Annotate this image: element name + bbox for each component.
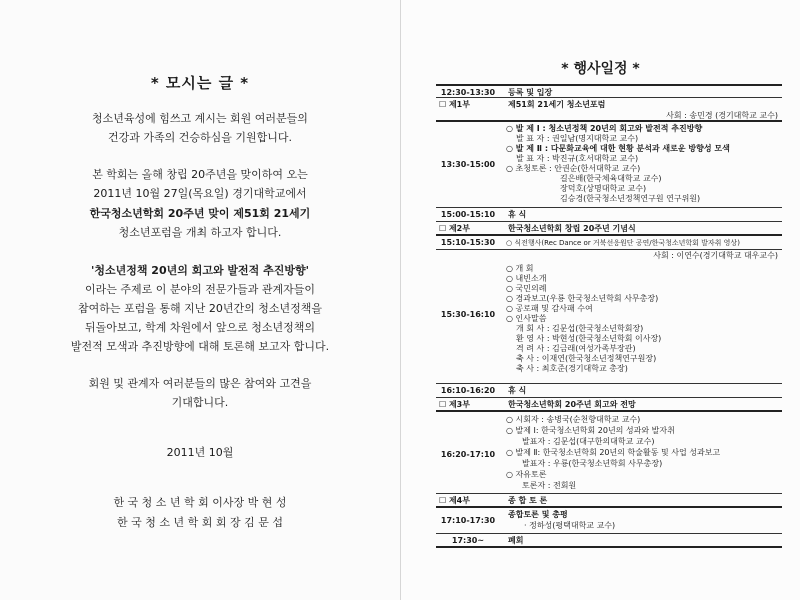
invitation-line: 한국청소년학회 20주년 맞이 제51회 21세기	[89, 207, 311, 220]
invitation-theme: '청소년정책 20년의 회고와 발전적 추진방향'	[90, 264, 309, 277]
schedule-part-row	[436, 398, 782, 412]
row-text: 김승경(한국청소년정책연구원 연구위원)	[560, 194, 701, 203]
invitation-line: 기대합니다.	[171, 396, 229, 409]
schedule-row	[436, 412, 782, 494]
row-text: 발표자 : 김문섭(대구한의대학교 교수)	[522, 437, 655, 446]
row-text: 등록 및 입장	[508, 88, 553, 97]
row-time: 13:30-15:00	[440, 160, 496, 169]
invitation-line: 청소년포럼을 개최 하고자 합니다.	[118, 226, 282, 239]
row-time: 15:30-16:10	[440, 310, 496, 319]
row-text: ○ 자유토론	[506, 470, 547, 479]
row-time: 16:10-16:20	[440, 386, 496, 395]
schedule-row	[436, 84, 782, 98]
part-title: 종 합 토 론	[508, 496, 548, 505]
row-text: ○ 발제 Ⅱ: 한국청소년학회 20년의 학술활동 및 사업 성과보고	[506, 448, 721, 457]
row-text: 사회 : 이연수(경기대학교 대우교수)	[653, 251, 778, 260]
row-time: 17:30~	[451, 536, 485, 545]
part-title: 제51회 21세기 청소년포럼	[508, 100, 606, 109]
row-text: ○ 개 회	[506, 264, 534, 273]
row-text: ○ 인사말씀	[506, 314, 547, 323]
schedule-row	[436, 250, 782, 384]
part-label: ☐ 제4부	[439, 496, 470, 505]
row-text: 환 영 사 : 박현성(한국청소년학회 이사장)	[516, 334, 662, 343]
row-time: 16:20-17:10	[440, 450, 496, 459]
schedule-part-row	[436, 98, 782, 122]
row-text: 발 표 자 : 권일남(명지대학교 교수)	[516, 134, 639, 143]
schedule-row	[436, 208, 782, 222]
row-text: 토론자 : 전회원	[522, 481, 577, 490]
schedule-part-row	[436, 494, 782, 508]
row-text: 장덕호(상명대학교 교수)	[560, 184, 647, 193]
row-text: · 정하성(평택대학교 교수)	[524, 521, 616, 530]
row-text: ○ 식전행사(Rec Dance or 거북선응원단 공연/한국청소년학회 발자취 영상)	[506, 239, 740, 247]
invitation-line: 참여하는 포럼을 통해 지난 20년간의 청소년정책을	[78, 302, 322, 315]
row-text: ○ 발 제 Ⅱ : 다문화교육에 대한 현황 분석과 새로운 방향성 모색	[506, 144, 730, 153]
invitation-line: 회원 및 관계자 여러분들의 많은 참여와 고견을	[88, 377, 312, 390]
row-text: 길은배(한국체육대학교 교수)	[560, 174, 662, 183]
row-text: 폐회	[508, 536, 524, 545]
part-title: 한국청소년학회 창립 20주년 기념식	[508, 224, 636, 233]
row-time: 17:10-17:30	[440, 516, 496, 525]
signature-chairman: 한 국 청 소 년 학 회 이사장 박 현 성	[113, 496, 287, 509]
row-text: 휴 식	[508, 386, 527, 395]
row-text: ○ 시회자 : 송병국(순천향대학교 교수)	[506, 415, 641, 424]
row-text: 사회 : 송민경 (경기대학교 교수)	[666, 111, 778, 120]
part-label: ☐ 제3부	[439, 400, 470, 409]
row-text: 축 사 : 최호준(경기대학교 총장)	[516, 364, 628, 373]
invitation-title: * 모시는 글 *	[150, 74, 250, 92]
part-label: ☐ 제1부	[439, 100, 470, 109]
signature-president: 한 국 청 소 년 학 회 회 장 김 문 섭	[117, 516, 283, 529]
row-text: ○ 공로패 및 감사패 수여	[506, 304, 593, 313]
row-text: ○ 초청토론 : 안권순(한서대학교 교수)	[506, 164, 641, 173]
schedule-row	[436, 122, 782, 208]
part-title: 한국청소년학회 20주년 회고와 전망	[508, 400, 636, 409]
row-text: 개 회 사 : 김문섭(한국청소년학회장)	[516, 324, 644, 333]
invitation-line: 이라는 주제로 이 분야의 전문가들과 관계자들이	[84, 283, 315, 296]
row-time: 15:00-15:10	[440, 210, 496, 219]
invitation-date: 2011년 10월	[166, 446, 234, 459]
invitation-line: 본 학회는 올해 창립 20주년을 맞이하여 오는	[92, 168, 308, 181]
invitation-line: 뒤돌아보고, 학계 차원에서 앞으로 청소년정책의	[84, 321, 315, 334]
invitation-line: 발전적 모색과 추진방향에 대해 토론해 보고자 합니다.	[70, 340, 330, 353]
row-text: 휴 식	[508, 210, 527, 219]
row-text: ○ 내빈소개	[506, 274, 547, 283]
schedule-row	[436, 508, 782, 534]
row-text: ○ 발제 Ⅰ: 한국청소년학회 20년의 성과와 발자취	[506, 426, 675, 435]
schedule-table	[436, 84, 782, 548]
row-text: 격 려 사 : 김금래(여성가족부장관)	[516, 344, 636, 353]
schedule-row	[436, 236, 782, 250]
row-text: 발표자 : 우룡(한국청소년학회 사무총장)	[522, 459, 663, 468]
row-text: 발 표 자 : 박진규(호서대학교 교수)	[516, 154, 639, 163]
invitation-line: 청소년육성에 힘쓰고 계시는 회원 여러분들의	[92, 112, 308, 125]
invitation-line: 2011년 10월 27일(목요일) 경기대학교에서	[93, 187, 307, 200]
invitation-line: 건강과 가족의 건승하심을 기원합니다.	[107, 131, 292, 144]
part-label: ☐ 제2부	[439, 224, 470, 233]
right-page	[401, 0, 800, 600]
row-text: ○ 발 제 Ⅰ : 청소년정책 20년의 회고와 발전적 추진방향	[506, 124, 703, 133]
row-text: 종합토론 및 총평	[508, 510, 568, 519]
schedule-title: * 행사일정 *	[561, 61, 640, 77]
row-text: ○ 경과보고(우룡 한국청소년학회 사무총장)	[506, 294, 659, 303]
row-time: 15:10-15:30	[440, 238, 496, 247]
row-text: ○ 국민의례	[506, 284, 547, 293]
row-text: 축 사 : 이재연(한국청소년정책연구원장)	[516, 354, 657, 363]
schedule-part-row	[436, 222, 782, 236]
row-time: 12:30-13:30	[440, 88, 496, 97]
schedule-row	[436, 384, 782, 398]
schedule-row	[436, 534, 782, 548]
